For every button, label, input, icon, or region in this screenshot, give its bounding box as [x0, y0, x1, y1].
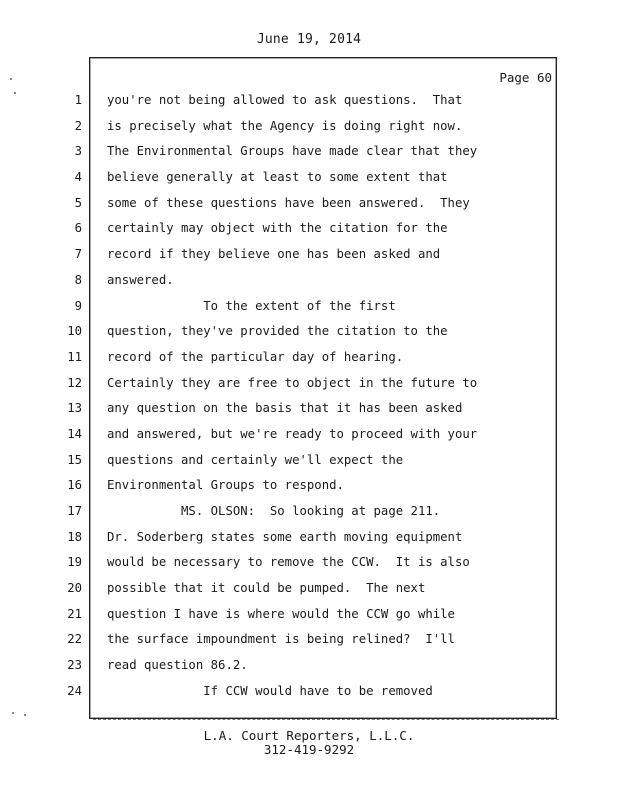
line-number: 5: [74, 195, 82, 210]
line-number: 19: [67, 555, 82, 570]
transcript-line: [0, 191, 618, 217]
line-text: possible that it could be pumped. The next: [107, 581, 426, 596]
court-reporter-name: L.A. Court Reporters, L.L.C.: [203, 728, 415, 743]
line-text: question I have is where would the CCW go while: [107, 606, 455, 621]
line-text: and answered, but we're ready to proceed with your: [107, 426, 478, 441]
line-text: Environmental Groups to respond.: [107, 478, 344, 493]
line-text: is precisely what the Agency is doing right now.: [107, 118, 463, 133]
transcript-line: [0, 319, 618, 345]
line-number: 15: [67, 452, 82, 467]
line-number: 6: [74, 221, 82, 236]
transcript-line: [0, 499, 618, 525]
line-text: answered.: [107, 272, 174, 287]
transcript-line: [0, 396, 618, 422]
frame-underline: [93, 719, 559, 720]
line-text: record of the particular day of hearing.: [107, 349, 404, 364]
page-number: Page 60: [499, 70, 552, 85]
line-text: some of these questions have been answered. They: [107, 195, 470, 210]
line-text: would be necessary to remove the CCW. It is also: [107, 555, 470, 570]
transcript-line: [0, 242, 618, 268]
line-text: any question on the basis that it has been asked: [107, 401, 463, 416]
line-number: 2: [74, 118, 82, 133]
transcript-line: [0, 525, 618, 551]
line-number: 4: [74, 170, 82, 185]
line-number: 18: [67, 529, 82, 544]
line-text: you're not being allowed to ask questions. That: [107, 93, 463, 107]
line-number: 1: [74, 93, 82, 107]
line-text: To the extent of the first: [107, 298, 396, 313]
line-text: Certainly they are free to object in the future to: [107, 375, 478, 390]
line-number: 3: [74, 144, 82, 159]
line-number: 22: [67, 632, 82, 647]
line-text: If CCW would have to be removed: [107, 683, 433, 698]
transcript-line: [0, 294, 618, 320]
line-number: 7: [74, 247, 82, 262]
transcript-line: [0, 448, 618, 474]
line-number: 16: [67, 478, 82, 493]
transcript-line: [0, 627, 618, 653]
line-number: 11: [67, 349, 82, 364]
line-text: read question 86.2.: [107, 658, 248, 673]
transcript-line: [0, 345, 618, 371]
line-text: The Environmental Groups have made clear that they: [107, 144, 478, 159]
scan-speck: [14, 92, 16, 94]
transcript-line: [0, 576, 618, 602]
line-text: record if they believe one has been asked and: [107, 247, 441, 262]
line-text: questions and certainly we'll expect the: [107, 452, 404, 467]
scan-speck: [24, 714, 26, 716]
line-number: 10: [67, 324, 82, 339]
transcript-date: June 19, 2014: [256, 32, 362, 47]
transcript-line: [0, 216, 618, 242]
line-text: believe generally at least to some extent that: [107, 170, 448, 185]
transcript-line: [0, 602, 618, 628]
transcript-line: [0, 114, 618, 140]
transcript-line: [0, 88, 618, 114]
court-reporter-phone: 312-419-9292: [263, 742, 355, 757]
line-text: question, they've provided the citation to the: [107, 324, 448, 339]
line-number: 12: [67, 375, 82, 390]
line-number: 23: [67, 658, 82, 673]
footer: [0, 729, 618, 757]
transcript-lines: [0, 88, 618, 705]
transcript-line: [0, 679, 618, 705]
transcript-line: [0, 165, 618, 191]
line-text: certainly may object with the citation for the: [107, 221, 448, 236]
transcript-line: [0, 139, 618, 165]
transcript-line: [0, 550, 618, 576]
line-number: 24: [67, 683, 82, 698]
line-text: Dr. Soderberg states some earth moving equipment: [107, 529, 463, 544]
transcript-line: [0, 473, 618, 499]
transcript-line: [0, 422, 618, 448]
transcript-line: [0, 653, 618, 679]
line-number: 14: [67, 426, 82, 441]
line-number: 9: [74, 298, 82, 313]
line-number: 13: [67, 401, 82, 416]
line-number: 20: [67, 581, 82, 596]
line-number: 21: [67, 606, 82, 621]
line-number: 17: [67, 504, 82, 518]
transcript-line: [0, 268, 618, 294]
scan-speck: [10, 78, 12, 80]
line-number: 8: [74, 272, 82, 287]
line-text: the surface impoundment is being relined? I'll: [107, 632, 455, 647]
scan-speck: [12, 712, 14, 714]
line-text: MS. OLSON: So looking at page 211.: [107, 504, 441, 518]
transcript-line: [0, 371, 618, 397]
